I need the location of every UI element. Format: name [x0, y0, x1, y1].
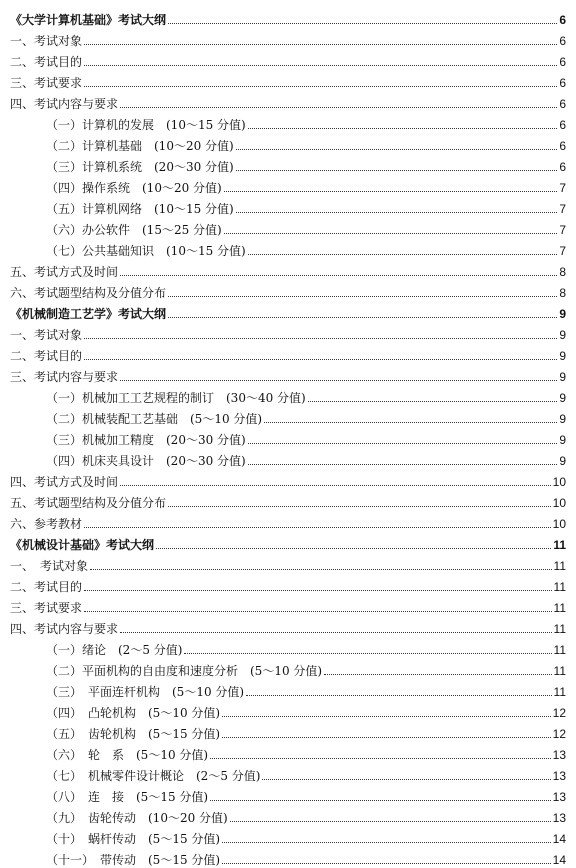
toc-page-number: 13 — [552, 811, 566, 825]
toc-page-number: 6 — [559, 118, 566, 132]
toc-page-number: 8 — [559, 265, 566, 279]
toc-entry-title: （三）机械加工精度 (20～30 分值) — [46, 433, 246, 447]
toc-entry[interactable] — [10, 657, 566, 678]
dot-leader — [246, 695, 551, 696]
toc-entry[interactable] — [10, 447, 566, 468]
toc-page-number: 11 — [553, 664, 566, 678]
toc-entry-title: 三、考试内容与要求 — [10, 370, 119, 384]
toc-entry-title: （十一） 带传动 (5～15 分值) — [46, 853, 221, 867]
dot-leader — [84, 65, 557, 66]
toc-page-number: 6 — [559, 55, 566, 69]
toc-page-number: 11 — [553, 685, 566, 699]
dot-leader — [120, 485, 551, 486]
toc-entry-title: （二）平面机构的自由度和速度分析 (5～10 分值) — [46, 664, 323, 678]
toc-entry-title: （一）绪论 (2～5 分值) — [46, 643, 183, 657]
dot-leader — [230, 821, 551, 822]
toc-page-number: 11 — [553, 643, 566, 657]
toc-entry[interactable] — [10, 846, 566, 867]
toc-entry-title: 四、考试方式及时间 — [10, 475, 119, 489]
toc-page-number: 9 — [559, 307, 566, 321]
toc-entry-title: 二、考试目的 — [10, 55, 83, 69]
dot-leader — [84, 359, 557, 360]
toc-page-number: 7 — [559, 202, 566, 216]
toc-entry[interactable] — [10, 426, 566, 447]
toc-section-heading[interactable] — [10, 531, 566, 552]
toc-entry[interactable] — [10, 825, 566, 846]
dot-leader — [308, 401, 558, 402]
dot-leader — [120, 275, 557, 276]
toc-page-number: 8 — [559, 286, 566, 300]
toc-page-number: 9 — [559, 370, 566, 384]
toc-entry-title: 三、考试要求 — [10, 601, 83, 615]
toc-entry-title: 一、考试对象 — [10, 34, 83, 48]
toc-entry[interactable] — [10, 258, 566, 279]
toc-entry[interactable] — [10, 237, 566, 258]
toc-entry-title: 三、考试要求 — [10, 76, 83, 90]
toc-entry-title: 《机械设计基础》考试大纲 — [10, 538, 155, 552]
toc-entry[interactable] — [10, 342, 566, 363]
toc-entry[interactable] — [10, 699, 566, 720]
dot-leader — [324, 674, 551, 675]
toc-page-number: 13 — [552, 790, 566, 804]
toc-entry[interactable] — [10, 216, 566, 237]
toc-page-number: 12 — [552, 727, 566, 741]
toc-entry[interactable] — [10, 132, 566, 153]
dot-leader — [264, 422, 557, 423]
toc-entry-title: （一）机械加工工艺规程的制订 (30～40 分值) — [46, 391, 306, 405]
toc-entry[interactable] — [10, 510, 566, 531]
toc-entry[interactable] — [10, 405, 566, 426]
toc-entry-title: 五、考试方式及时间 — [10, 265, 119, 279]
toc-entry-title: （十） 蜗杆传动 (5～15 分值) — [46, 832, 221, 846]
toc-entry-title: （九） 齿轮传动 (10～20 分值) — [46, 811, 228, 825]
dot-leader — [222, 863, 551, 864]
toc-page-number: 7 — [559, 244, 566, 258]
toc-entry[interactable] — [10, 804, 566, 825]
toc-entry[interactable] — [10, 195, 566, 216]
toc-entry-title: 四、考试内容与要求 — [10, 622, 119, 636]
dot-leader — [236, 212, 558, 213]
toc-entry[interactable] — [10, 489, 566, 510]
toc-entry[interactable] — [10, 552, 566, 573]
toc-entry-title: （五）计算机网络 (10～15 分值) — [46, 202, 234, 216]
toc-entry[interactable] — [10, 384, 566, 405]
toc-page-number: 7 — [559, 181, 566, 195]
dot-leader — [120, 107, 557, 108]
toc-entry-title: 四、考试内容与要求 — [10, 97, 119, 111]
toc-page-number: 11 — [553, 538, 566, 552]
toc-entry[interactable] — [10, 153, 566, 174]
dot-leader — [90, 569, 552, 570]
dot-leader — [84, 590, 552, 591]
toc-entry[interactable] — [10, 321, 566, 342]
toc-page-number: 9 — [559, 433, 566, 447]
toc-page-number: 12 — [552, 706, 566, 720]
toc-entry-title: （八） 连 接 (5～15 分值) — [46, 790, 209, 804]
dot-leader — [248, 464, 558, 465]
toc-entry[interactable] — [10, 741, 566, 762]
dot-leader — [156, 548, 551, 549]
dot-leader — [168, 296, 557, 297]
dot-leader — [222, 737, 551, 738]
toc-entry-title: 二、考试目的 — [10, 349, 83, 363]
toc-entry[interactable] — [10, 573, 566, 594]
dot-leader — [120, 380, 557, 381]
toc-page-number: 6 — [559, 76, 566, 90]
toc-page-number: 11 — [553, 622, 566, 636]
toc-entry[interactable] — [10, 615, 566, 636]
toc-entry-title: 一、 考试对象 — [10, 559, 89, 573]
dot-leader — [248, 254, 558, 255]
toc-page-number: 9 — [559, 349, 566, 363]
toc-entry-title: 五、考试题型结构及分值分布 — [10, 496, 167, 510]
toc-page-number: 13 — [552, 769, 566, 783]
toc-entry[interactable] — [10, 111, 566, 132]
toc-entry-title: 《机械制造工艺学》考试大纲 — [10, 307, 167, 321]
toc-page-number: 6 — [559, 34, 566, 48]
toc-entry[interactable] — [10, 363, 566, 384]
dot-leader — [236, 170, 558, 171]
toc-page-number: 9 — [559, 328, 566, 342]
toc-entry[interactable] — [10, 762, 566, 783]
toc-page-number: 9 — [559, 454, 566, 468]
toc-entry[interactable] — [10, 720, 566, 741]
toc-page-number: 13 — [552, 748, 566, 762]
dot-leader — [210, 800, 551, 801]
toc-entry[interactable] — [10, 678, 566, 699]
toc-entry-title: （四）机床夹具设计 (20～30 分值) — [46, 454, 246, 468]
toc-page-number: 10 — [552, 496, 566, 510]
dot-leader — [222, 716, 551, 717]
dot-leader — [262, 779, 550, 780]
toc-page-number: 11 — [553, 559, 566, 573]
toc-entry-title: 六、参考教材 — [10, 517, 83, 531]
toc-entry[interactable] — [10, 468, 566, 489]
dot-leader — [224, 191, 558, 192]
toc-page-number: 6 — [559, 139, 566, 153]
dot-leader — [236, 149, 558, 150]
toc-entry-title: 一、考试对象 — [10, 328, 83, 342]
toc-page-number: 6 — [559, 97, 566, 111]
toc-entry-title: （四） 凸轮机构 (5～10 分值) — [46, 706, 221, 720]
toc-entry-title: （一）计算机的发展 (10～15 分值) — [46, 118, 246, 132]
toc-entry[interactable] — [10, 174, 566, 195]
toc-section-heading[interactable] — [10, 6, 566, 27]
toc-entry[interactable] — [10, 27, 566, 48]
toc-page-number: 14 — [552, 832, 566, 846]
dot-leader — [168, 23, 557, 24]
dot-leader — [248, 128, 558, 129]
toc-section-heading[interactable] — [10, 300, 566, 321]
dot-leader — [120, 632, 552, 633]
toc-entry-title: 二、考试目的 — [10, 580, 83, 594]
dot-leader — [168, 506, 551, 507]
dot-leader — [222, 842, 551, 843]
toc-page-number: 9 — [559, 391, 566, 405]
dot-leader — [184, 653, 551, 654]
toc-entry-title: 《大学计算机基础》考试大纲 — [10, 13, 167, 27]
toc-entry[interactable] — [10, 48, 566, 69]
toc-entry-title: （五） 齿轮机构 (5～15 分值) — [46, 727, 221, 741]
toc-page-number: 11 — [553, 580, 566, 594]
dot-leader — [224, 233, 558, 234]
toc-entry[interactable] — [10, 594, 566, 615]
toc-entry-title: （三） 平面连杆机构 (5～10 分值) — [46, 685, 245, 699]
dot-leader — [168, 317, 557, 318]
dot-leader — [248, 443, 558, 444]
toc-page-number: 10 — [552, 475, 566, 489]
toc-entry-title: （六） 轮 系 (5～10 分值) — [46, 748, 209, 762]
dot-leader — [84, 527, 551, 528]
toc-page-number: 11 — [553, 601, 566, 615]
toc-entry[interactable] — [10, 69, 566, 90]
toc-entry[interactable] — [10, 636, 566, 657]
toc-page-number: 9 — [559, 412, 566, 426]
dot-leader — [210, 758, 551, 759]
dot-leader — [84, 86, 557, 87]
toc-entry-title: （二）机械装配工艺基础 (5～10 分值) — [46, 412, 263, 426]
toc-entry[interactable] — [10, 90, 566, 111]
toc-entry-title: （二）计算机基础 (10～20 分值) — [46, 139, 234, 153]
toc-page-number: 6 — [559, 13, 566, 27]
toc-entry-title: （三）计算机系统 (20～30 分值) — [46, 160, 234, 174]
toc-page-number: 14 — [552, 853, 566, 867]
toc-entry-title: （七） 机械零件设计概论 (2～5 分值) — [46, 769, 261, 783]
toc-page-number: 10 — [552, 517, 566, 531]
toc-page-number: 7 — [559, 223, 566, 237]
toc-entry[interactable] — [10, 279, 566, 300]
toc-entry-title: （六）办公软件 (15～25 分值) — [46, 223, 222, 237]
dot-leader — [84, 44, 557, 45]
toc-entry-title: 六、考试题型结构及分值分布 — [10, 286, 167, 300]
toc-entry-title: （七）公共基础知识 (10～15 分值) — [46, 244, 246, 258]
toc-entry-title: （四）操作系统 (10～20 分值) — [46, 181, 222, 195]
dot-leader — [84, 338, 557, 339]
toc-entry[interactable] — [10, 783, 566, 804]
dot-leader — [84, 611, 552, 612]
toc-page-number: 6 — [559, 160, 566, 174]
